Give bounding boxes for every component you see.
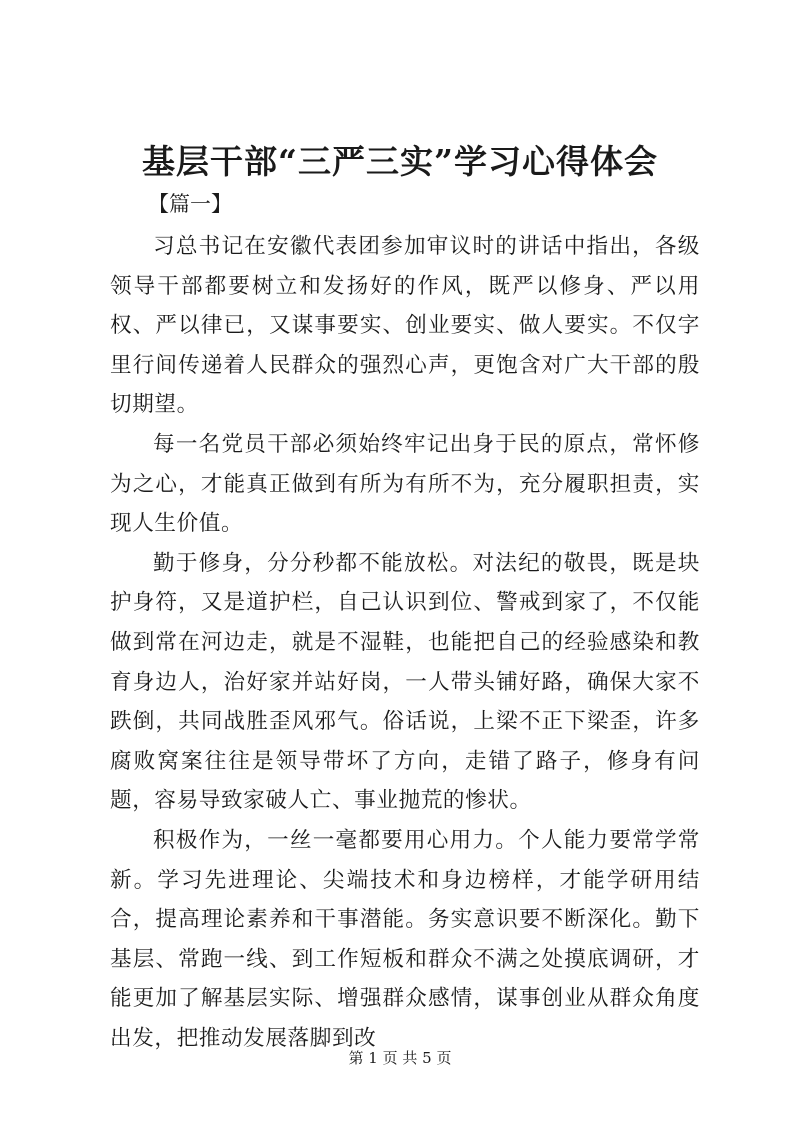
- paragraph: 习总书记在安徽代表团参加审议时的讲话中指出，各级领导干部都要树立和发扬好的作风，既严以修身、严以用权、严以律已，又谋事要实、创业要实、做人要实。不仅字里行间传递着人民群众的强烈心声，更饱含对广大干部的殷切期望。: [110, 234, 700, 418]
- section-label: 【篇一】: [148, 192, 232, 216]
- paragraph: 勤于修身，分分秒都不能放松。对法纪的敬畏，既是块护身符，又是道护栏，自己认识到位、警戒到家了，不仅能做到常在河边走，就是不湿鞋，也能把自己的经验感染和教育身边人，治好家并站好岗，一人带头铺好路，确保大家不跌倒，共同战胜歪风邪气。俗话说，上梁不正下梁歪，许多腐败窝案往往是领导带坏了方向，走错了路子，修身有问题，容易导致家破人亡、事业抛荒的惨状。: [110, 550, 700, 814]
- paragraph: 每一名党员干部必须始终牢记出身于民的原点，常怀修为之心，才能真正做到有所为有所不为，充分履职担责，实现人生价值。: [110, 431, 700, 537]
- page-footer: 第 1 页 共 5 页: [348, 1049, 452, 1067]
- document-body: [110, 227, 700, 1058]
- paragraph: 积极作为，一丝一毫都要用心用力。个人能力要常学常新。学习先进理论、尖端技术和身边榜样，才能学研用结合，提高理论素养和干事潜能。务实意识要不断深化。勤下基层、常跑一线、到工作短板和群众不满之处摸底调研，才能更加了解基层实际、增强群众感情，谋事创业从群众角度出发，把推动发展落脚到改: [110, 827, 700, 1051]
- document-title: 基层干部“三严三实”学习心得体会: [142, 142, 658, 181]
